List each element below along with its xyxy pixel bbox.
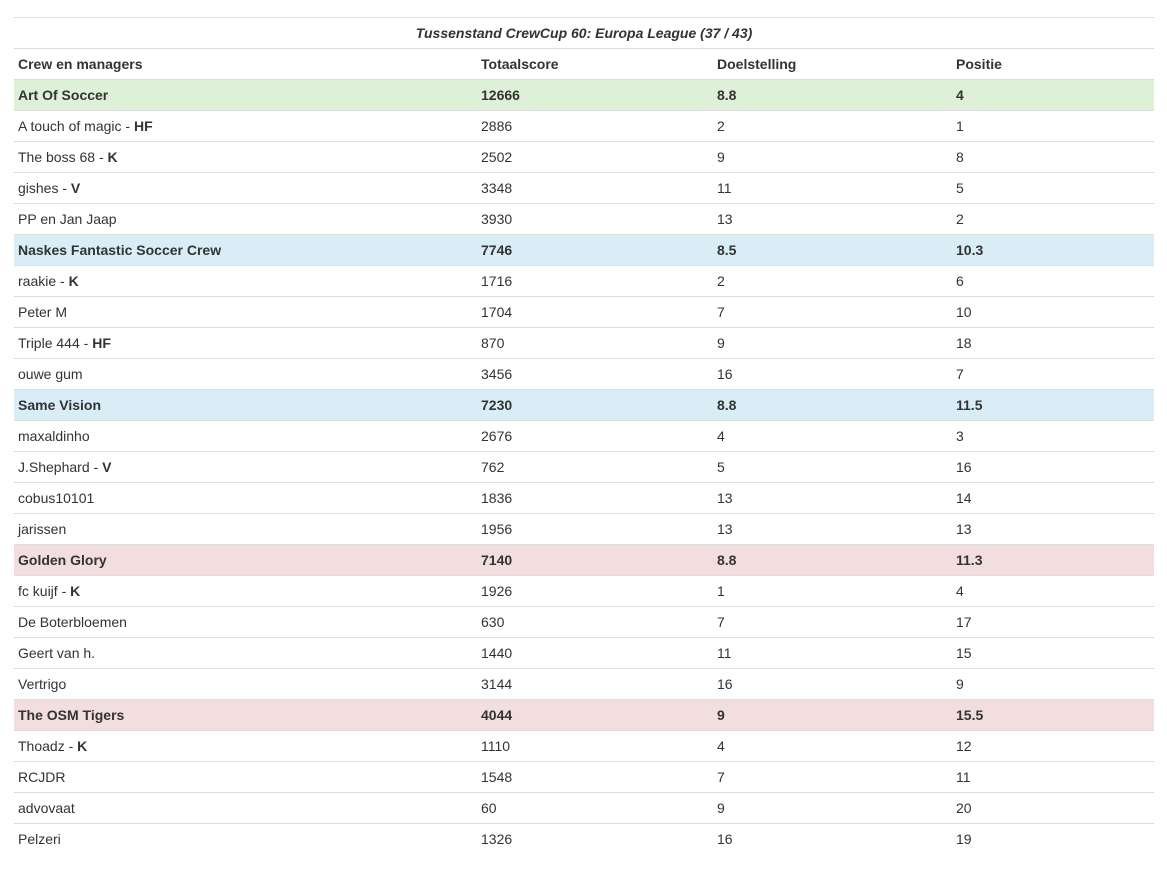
manager-row: [14, 669, 1154, 700]
goal-cell: 13: [713, 514, 952, 545]
goal-cell: 8.8: [713, 80, 952, 111]
manager-name: gishes: [18, 180, 59, 196]
manager-name: Pelzeri: [18, 831, 61, 847]
table-header: [14, 49, 1154, 80]
standings-table: [14, 17, 1154, 854]
manager-name-cell: The boss 68 - K: [14, 142, 477, 173]
total-score-cell: 630: [477, 607, 713, 638]
position-cell: 11.5: [952, 390, 1154, 421]
goal-cell: 8.8: [713, 545, 952, 576]
manager-row: [14, 514, 1154, 545]
goal-cell: 9: [713, 700, 952, 731]
total-score-cell: 1548: [477, 762, 713, 793]
total-score-cell: 1956: [477, 514, 713, 545]
manager-name: RCJDR: [18, 769, 66, 785]
manager-name-cell: [14, 824, 477, 855]
goal-cell: 5: [713, 452, 952, 483]
table-title: Tussenstand CrewCup 60: Europa League (37 / 43): [14, 17, 1154, 48]
crew-row: [14, 700, 1154, 731]
total-score-cell: 4044: [477, 700, 713, 731]
manager-row: [14, 483, 1154, 514]
crew-name-cell: [14, 545, 477, 576]
total-score-cell: 1926: [477, 576, 713, 607]
manager-name: Geert van h.: [18, 645, 96, 661]
position-cell: 7: [952, 359, 1154, 390]
manager-role: HF: [133, 118, 153, 134]
manager-row: [14, 173, 1154, 204]
manager-row: [14, 762, 1154, 793]
goal-cell: 2: [713, 111, 952, 142]
manager-name-cell: [14, 483, 477, 514]
manager-name-cell: [14, 638, 477, 669]
manager-name-cell: Triple 444 - HF: [14, 328, 477, 359]
crew-name: The OSM Tigers: [18, 707, 125, 723]
manager-name: J.Shephard: [18, 459, 90, 475]
manager-name-cell: A touch of magic - HF: [14, 111, 477, 142]
goal-cell: 4: [713, 731, 952, 762]
position-cell: 2: [952, 204, 1154, 235]
crew-name: Same Vision: [18, 397, 102, 413]
goal-cell: 16: [713, 359, 952, 390]
goal-cell: 11: [713, 173, 952, 204]
manager-name: ouwe gum: [18, 366, 83, 382]
manager-role: HF: [92, 335, 111, 351]
position-cell: 5: [952, 173, 1154, 204]
manager-row: [14, 731, 1154, 762]
manager-row: [14, 793, 1154, 824]
manager-name: PP en Jan Jaap: [18, 211, 117, 227]
goal-cell: 2: [713, 266, 952, 297]
position-cell: 3: [952, 421, 1154, 452]
manager-name-cell: fc kuijf - K: [14, 576, 477, 607]
crew-name-cell: [14, 235, 477, 266]
total-score-cell: 60: [477, 793, 713, 824]
manager-name-cell: [14, 297, 477, 328]
manager-row: [14, 576, 1154, 607]
crew-name: Golden Glory: [18, 552, 107, 568]
total-score-cell: 870: [477, 328, 713, 359]
total-score-cell: 2502: [477, 142, 713, 173]
manager-row: [14, 359, 1154, 390]
position-cell: 16: [952, 452, 1154, 483]
position-cell: 10: [952, 297, 1154, 328]
position-cell: 14: [952, 483, 1154, 514]
manager-row: [14, 824, 1154, 855]
manager-name: Triple 444: [18, 335, 80, 351]
manager-row: [14, 607, 1154, 638]
manager-name-cell: [14, 421, 477, 452]
manager-name-cell: [14, 762, 477, 793]
crew-row: [14, 80, 1154, 111]
goal-cell: 7: [713, 607, 952, 638]
manager-row: [14, 421, 1154, 452]
total-score-cell: 2676: [477, 421, 713, 452]
position-cell: 13: [952, 514, 1154, 545]
total-score-cell: 1326: [477, 824, 713, 855]
goal-cell: 9: [713, 142, 952, 173]
goal-cell: 16: [713, 824, 952, 855]
manager-name-cell: Thoadz - K: [14, 731, 477, 762]
manager-name-cell: raakie - K: [14, 266, 477, 297]
manager-role: K: [68, 273, 79, 289]
position-cell: 10.3: [952, 235, 1154, 266]
goal-cell: 4: [713, 421, 952, 452]
manager-role: K: [77, 738, 88, 754]
manager-name: Vertrigo: [18, 676, 67, 692]
total-score-cell: 1836: [477, 483, 713, 514]
manager-name-cell: [14, 359, 477, 390]
position-cell: 4: [952, 80, 1154, 111]
goal-cell: 7: [713, 762, 952, 793]
goal-cell: 9: [713, 328, 952, 359]
manager-role: K: [107, 149, 118, 165]
manager-row: [14, 638, 1154, 669]
manager-name: jarissen: [18, 521, 67, 537]
total-score-cell: 3456: [477, 359, 713, 390]
crew-name: Art Of Soccer: [18, 87, 109, 103]
manager-name-cell: [14, 793, 477, 824]
manager-name: The boss 68: [18, 149, 96, 165]
manager-name: Peter M: [18, 304, 68, 320]
total-score-cell: 12666: [477, 80, 713, 111]
total-score-cell: 1440: [477, 638, 713, 669]
crew-name: Naskes Fantastic Soccer Crew: [18, 242, 222, 258]
total-score-cell: 1110: [477, 731, 713, 762]
total-score-cell: 7746: [477, 235, 713, 266]
position-cell: 11.3: [952, 545, 1154, 576]
manager-row: [14, 266, 1154, 297]
crew-row: [14, 545, 1154, 576]
manager-row: [14, 297, 1154, 328]
goal-cell: 8.8: [713, 390, 952, 421]
crew-row: [14, 390, 1154, 421]
position-cell: 12: [952, 731, 1154, 762]
position-cell: 20: [952, 793, 1154, 824]
goal-cell: 13: [713, 483, 952, 514]
manager-name-cell: J.Shephard - V: [14, 452, 477, 483]
header-position: Positie: [952, 49, 1154, 80]
manager-name: De Boterbloemen: [18, 614, 127, 630]
goal-cell: 1: [713, 576, 952, 607]
goal-cell: 8.5: [713, 235, 952, 266]
total-score-cell: 2886: [477, 111, 713, 142]
total-score-cell: 762: [477, 452, 713, 483]
table-body: [14, 80, 1154, 855]
total-score-cell: 3348: [477, 173, 713, 204]
manager-name-cell: gishes - V: [14, 173, 477, 204]
crew-name-cell: [14, 390, 477, 421]
position-cell: 1: [952, 111, 1154, 142]
total-score-cell: 3144: [477, 669, 713, 700]
position-cell: 19: [952, 824, 1154, 855]
manager-name: raakie: [18, 273, 57, 289]
total-score-cell: 1704: [477, 297, 713, 328]
total-score-cell: 3930: [477, 204, 713, 235]
manager-role: V: [70, 180, 81, 196]
manager-row: [14, 142, 1154, 173]
manager-row: [14, 452, 1154, 483]
position-cell: 17: [952, 607, 1154, 638]
position-cell: 15.5: [952, 700, 1154, 731]
manager-name: maxaldinho: [18, 428, 90, 444]
goal-cell: 13: [713, 204, 952, 235]
crew-row: [14, 235, 1154, 266]
manager-row: [14, 204, 1154, 235]
total-score-cell: 1716: [477, 266, 713, 297]
position-cell: 9: [952, 669, 1154, 700]
header-goal: Doelstelling: [713, 49, 952, 80]
goal-cell: 7: [713, 297, 952, 328]
goal-cell: 16: [713, 669, 952, 700]
position-cell: 15: [952, 638, 1154, 669]
header-row: [14, 49, 1154, 80]
position-cell: 18: [952, 328, 1154, 359]
manager-name-cell: [14, 514, 477, 545]
manager-role: K: [70, 583, 81, 599]
manager-name: fc kuijf: [18, 583, 58, 599]
header-crew-managers: Crew en managers: [14, 49, 477, 80]
manager-name-cell: [14, 204, 477, 235]
header-total-score: Totaalscore: [477, 49, 713, 80]
manager-row: [14, 111, 1154, 142]
manager-name-cell: [14, 669, 477, 700]
crew-name-cell: [14, 80, 477, 111]
manager-name: Thoadz: [18, 738, 65, 754]
manager-name-cell: [14, 607, 477, 638]
goal-cell: 11: [713, 638, 952, 669]
standings-container: [14, 17, 1154, 854]
total-score-cell: 7140: [477, 545, 713, 576]
manager-name: cobus10101: [18, 490, 95, 506]
manager-name: advovaat: [18, 800, 75, 816]
position-cell: 8: [952, 142, 1154, 173]
goal-cell: 9: [713, 793, 952, 824]
crew-name-cell: [14, 700, 477, 731]
position-cell: 11: [952, 762, 1154, 793]
manager-role: V: [102, 459, 112, 475]
position-cell: 4: [952, 576, 1154, 607]
manager-name: A touch of magic: [18, 118, 122, 134]
total-score-cell: 7230: [477, 390, 713, 421]
manager-row: [14, 328, 1154, 359]
position-cell: 6: [952, 266, 1154, 297]
